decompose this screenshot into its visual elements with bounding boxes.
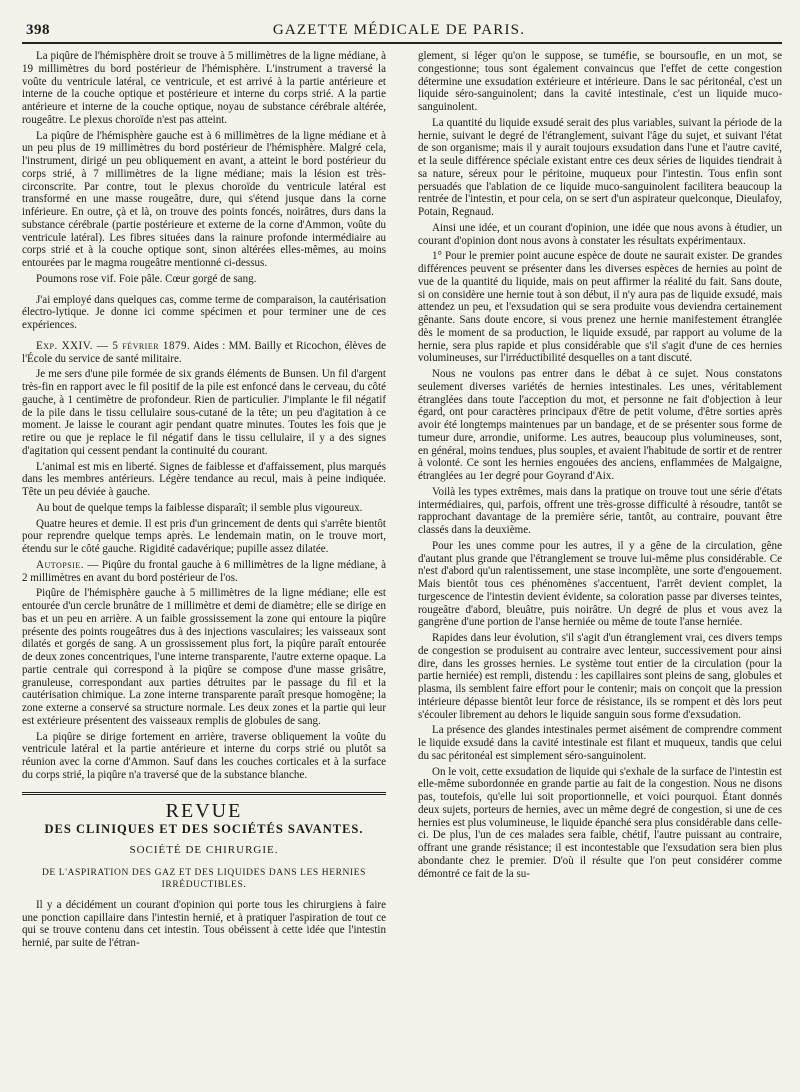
autopsy-paragraph	[22, 559, 386, 585]
autopsy-text: — Piqûre du frontal gauche à 6 millimètres de la ligne médiane, à 2 millimètres en avant du bord postérieur de l'os.	[22, 558, 386, 584]
paragraph: Pour les unes comme pour les autres, il y a gêne de la circulation, gêne d'autant plus grande que l'étranglement se trouve lui-même plus considérable. Ce n'est d'abord qu'un ralentissement, une stase incomplète, une sorte d'engouement. Mais bientôt tous ces phénomènes s'accentuent, l'arrêt devient complet, la turgescence de l'intestin devient évidente, sa coloration passe par diverses teintes, rougeâtre d'abord, bleuâtre, puis noirâtre. Un degré de plus et vous avez la gangrène d'une portion de l'anse herniée ou même de toute l'anse herniée.	[418, 539, 782, 629]
newspaper-page	[22, 18, 782, 1084]
paragraph: L'animal est mis en liberté. Signes de faiblesse et d'affaissement, plus marqués dans les membres antérieurs. Légère tendance au recul, mais à peine indiquée. Tête un peu déviée à gauche.	[22, 460, 386, 498]
left-column	[22, 50, 386, 953]
paragraph: 1° Pour le premier point aucune espèce de doute ne saurait exister. De grandes différences peuvent se présenter dans les diverses espèces de hernies au point de vue de la quantité du liquide, mais on peut affirmer la réalité du fait. Sans doute, si on considère une hernie tout à son début, il n'y aura pas de liquide exsudé, mais attendez un peu, et l'exsudation qui se sera produite vous deviendra certainement gênante. Sans doute encore, si vous prenez une hernie manifestement étranglée dès le moment de sa production, le liquide exsudé, par rapport au volume de la hernie, sera plus rapide et plus considérable que s'il s'agit d'une de ces hernies volumineuses, sur l'irréductibilité desquelles on a tant discuté.	[418, 250, 782, 365]
paragraph: Au bout de quelque temps la faiblesse disparaît; il semble plus vigoureux.	[36, 501, 363, 514]
paragraph: La quantité du liquide exsudé serait des plus variables, suivant la période de la hernie, suivant le degré de l'étranglement, suivant l'âge du sujet, et suivant l'état de son organisme; mais il y aurait toujours exsudation dans l'une et l'autre cavité, et la seule différence spéciale existant entre ces deux séries de liquides tiendrait à sa nature, séreux pour le péritoine, muqueux pour l'intestin. Tous enfin sont persuadés que l'ablation de ce liquide muco-sanguinolent facilitera beaucoup la rentrée de l'intestin, et pour cela, on se sert d'un aspirateur quelconque, Dieulafoy, Potain, Regnaud.	[418, 116, 782, 218]
paragraph: Ainsi une idée, et un courant d'opinion, une idée que nous avons à étudier, un courant d'opinion dont nous avons à constater les résultats expérimentaux.	[418, 221, 782, 247]
paragraph: J'ai employé dans quelques cas, comme terme de comparaison, la cautérisation électro-lytique. Je donne ici comme spécimen et pour terminer une de ces expériences.	[22, 293, 386, 331]
paragraph: Quatre heures et demie. Il est pris d'un grincement de dents qui s'arrête bientôt pour reprendre quelque temps après. Le lendemain matin, on le trouve mort, étendu sur le côté gauche. Rigidité cadavérique; pupille assez dilatée.	[22, 517, 386, 555]
paragraph: Piqûre de l'hémisphère gauche à 5 millimètres de la ligne médiane; elle est entourée d'un cercle brunâtre de 1 millimètre et demi de diamètre; elle se dirige en bas et un peu en arrière. A un faible grossissement la zone qui entoure la piqûre présente des points rougeâtres dus à des injections vasculaires; les vaisseaux sont dilatés et gorgés de sang. A un grossissement plus fort, la piqûre paraît entourée de deux zones concentriques, l'une interne transparente, l'autre externe opaque. La partie centrale qui correspond à la piqûre se compose d'une masse grisâtre, granuleuse, correspondant aux parties détruites par le passage du fil et la cautérisation chimique. La zone interne transparente paraît presque homogène; la zone externe a conservé sa structure normale. Les deux zones et la partie qui leur est extérieure présentent des vaisseaux remplis de globules de sang.	[22, 587, 386, 727]
experiment-paragraph	[22, 340, 386, 366]
paragraph: Poumons rose vif. Foie pâle. Cœur gorgé de sang.	[36, 272, 257, 285]
page-number: 398	[26, 22, 50, 38]
section-rule	[22, 792, 386, 795]
paragraph: Voilà les types extrêmes, mais dans la pratique on trouve tout une série d'états intermédiaires, qui, parfois, offrent une très-grosse difficulté à résoudre, tantôt se rapprochant davantage de la première série, tantôt, au contraire, pouvant être classés dans la deuxième.	[418, 485, 782, 536]
paragraph: Nous ne voulons pas entrer dans le débat à ce sujet. Nous constatons seulement diverses variétés de hernies intestinales. Les unes, véritablement étranglées dans toute l'acception du mot, et personne ne fait d'objection à leur égard, ont pour caractères principaux d'être de petit volume, d'être sorties après avoir été longtemps maintenues par un bandage, et de se présenter sous forme de tumeur dure, arrondie, uniforme. Les autres, beaucoup plus volumineuses, sont, en général, moins tendues, plus souples, et avaient l'habitude de sortir et de rentrer à volonté. Ce sont les hernies engouées des anciens, enflammées de Malgaigne, étranglées au 1er degré pour Goyrand d'Aix.	[418, 368, 782, 482]
columns	[22, 50, 782, 953]
paragraph: Il y a décidément un courant d'opinion qui porte tous les chirurgiens à faire une ponction capillaire dans l'intestin hernié, et à pratiquer l'aspiration de tout ce qui se trouve contenu dans cet intestin. Tous obéissent à cette idée que l'intestin hernié, par suite de l'étran-	[22, 898, 386, 949]
paragraph: La piqûre se dirige fortement en arrière, traverse obliquement la voûte du ventricule latéral et la partie antérieure et interne du corps strié ou plutôt sa réunion avec la corne d'Ammon. Sauf dans les couches corticales et à la surface du corps strié, la piqûre n'a traversé que de la substance blanche.	[22, 730, 386, 781]
right-column	[418, 50, 782, 953]
society-heading: SOCIÉTÉ DE CHIRURGIE.	[129, 844, 279, 856]
paragraph: glement, si léger qu'on le suppose, se tuméfie, se boursoufle, en un mot, se congestionne; tous sont également convaincus que l'effet de cette congestion détermine une exsudation extérieure et intérieure. Dans le sac péritonéal, c'est un liquide séro-sanguinolent; dans la cavité intestinale, c'est un liquide muco-sanguinolent.	[418, 50, 782, 113]
experiment-lead: Exp. XXIV. — 5 février 1879.	[36, 339, 191, 352]
paragraph: La piqûre de l'hémisphère droit se trouve à 5 millimètres de la ligne médiane, à 19 millimètres du bord postérieur de l'hémisphère. L'instrument a traversé la voûte du ventricule latéral, ce ventricule, et est arrivé à la partie antérieure et interne de la couche optique et postérieure et interne du corps strié. A la partie antérieure et interne de la couche optique, noyau de substance cérébrale altérée, rougeâtre. Le plexus choroïde n'est pas atteint.	[22, 50, 386, 126]
paragraph: Je me sers d'une pile formée de six grands éléments de Bunsen. Un fil d'argent très-fin en rapport avec le fil positif de la pile est enfoncé dans le cerveau, du côté gauche, à 1 centimètre de profondeur. Rien de particulier. J'implante le fil négatif de la pile dans le tissu cellulaire sous-cutané de la tête; un peu d'agitation à ce moment. Je laisse le courant agir pendant quatre minutes. Toutes les fois que je retire ou que je replace le fil négatif dans le tissu cellulaire, il y a des signes d'agitation qui cessent pendant la continuité du courant.	[22, 368, 386, 457]
paragraph: La présence des glandes intestinales permet aisément de comprendre comment le liquide exsudé dans la cavité intestinale est filant et muqueux, tandis que celui du sac péritonéal est simplement séro-sanguinolent.	[418, 724, 782, 762]
paragraph: On le voit, cette exsudation de liquide qui s'exhale de la surface de l'intestin est elle-même subordonnée en grande partie au fait de la congestion. Nous ne disons pas, toutefois, qu'elle lui soit proportionnelle, et voici pourquoi. Étant donnés deux sujets, porteurs de hernies, avec un même degré de congestion, si une de ces hernies est plus volumineuse, le liquide épanché sera plus considérable dans celle-ci. De plus, l'un de ces malades sera faible, chétif, l'autre puissant au contraire, offrant une grande résistance; il est incontestable que l'exsudation sera bien plus abondante chez le premier. D'où il résulte que l'on peut considérer comme démontré ce fait de la su-	[418, 765, 782, 880]
article-title: DE L'ASPIRATION DES GAZ ET DES LIQUIDES DANS LES HERNIES IRRÉDUCTIBLES.	[41, 867, 367, 890]
experiment-text: Aides : MM. Bailly et Ricochon, élèves de l'École du service de santé militaire.	[22, 339, 386, 365]
autopsy-lead: Autopsie.	[36, 558, 84, 571]
paragraph: La piqûre de l'hémisphère gauche est à 6 millimètres de la ligne médiane et à un peu plus de 19 millimètres du bord postérieur de l'hémisphère. Malgré cela, l'instrument, dirigé un peu obliquement en avant, a atteint le bord postérieur du corps strié, à 7 millimètres de la ligne médiane; mais la lésion est très-circonscrite. Par contre, tout le plexus choroïde du ventricule latéral est transformé en une masse rougeâtre, dure, qui s'étend jusque dans la corne inférieure. En outre, çà et là, on trouve des points foncés, noirâtres, durs dans la substance cérébrale (partie postérieure et externe de la corne d'Ammon, voûte du ventricule latéral). Les fibres situées dans la rainure profonde intermédiaire au corps strié et à la couche optique sont, sinon altérées elles-mêmes, au moins entourées par le magma rougeâtre mentionné ci-dessus.	[22, 129, 386, 269]
journal-title: GAZETTE MÉDICALE DE PARIS.	[272, 22, 526, 38]
paragraph: Rapides dans leur évolution, s'il s'agit d'un étranglement vrai, ces divers temps de congestion se produisent au contraire avec lenteur, successivement pour ainsi dire, dans les grosses hernies. Le système tout entier de la circulation (pour la partie herniée) est rempli, distendu : les capillaires sont pleins de sang, globules et plasma, ils semblent faire effort pour le contenir; mais on conçoit que la pression intérieure dépasse bientôt leur force de résistance, ils se rompent et dès lors peut s'écouler librement au dehors le liquide sanguin sous forme d'exsudation.	[418, 632, 782, 721]
revue-heading: REVUE	[165, 799, 243, 822]
revue-subheading: DES CLINIQUES ET DES SOCIÉTÉS SAVANTES.	[44, 822, 364, 837]
page-header	[22, 18, 782, 44]
